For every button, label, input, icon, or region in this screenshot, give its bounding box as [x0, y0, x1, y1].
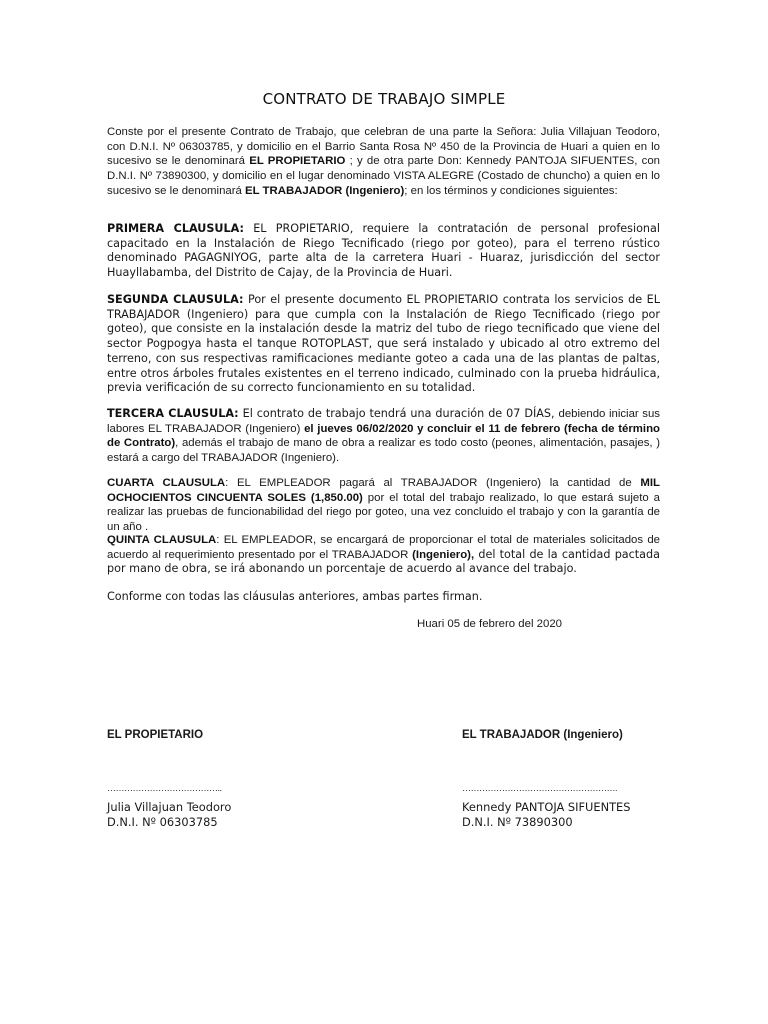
- primera-text: EL PROPIETARIO, requiere la contratación de personal profesional capacitado en la Instalación de Riego Tecnificado (riego por goteo), para el terreno rústico denominado PAGAGNIYOG, parte alta de la carretera Huari - Huaraz, jurisdicción del sector Huayllabamba, del Distrito de Cajay, de la Provincia de Huari.: [107, 222, 660, 280]
- intro-text-2: ; y de otra parte Don: Kennedy PANTOJA SIFUENTES, con D.N.I. Nº 73890300, y domicilio en el lugar denominado VISTA ALEGRE (Costado de chuncho) a quien en lo sucesivo se le denominará: [107, 155, 660, 197]
- intro-text-3: ; en los términos y condiciones siguientes:: [404, 184, 618, 197]
- tercera-text-3: , además el trabajo de mano de obra a realizar es todo costo (peones, alimentación, pasajes, ) estará a cargo del TRABAJADOR (Ingeniero).: [107, 437, 660, 465]
- cuarta-heading: CUARTA CLAUSULA: [107, 477, 226, 489]
- owner-signature-line: …………………………………..: [107, 783, 222, 793]
- intro-text-1: Conste por el presente Contrato de Trabajo, que celebran de una parte la Señora: Julia Villajuan Teodoro, con D.N.I. Nº 06303785, y domicilio en el Barrio Santa Rosa Nº 450 de la Provincia de Huari a quien en lo sucesivo se le denominará: [107, 126, 660, 168]
- segunda-heading: SEGUNDA CLAUSULA:: [107, 293, 244, 306]
- worker-signature-label: EL TRABAJADOR (Ingeniero): [462, 729, 623, 741]
- intro-paragraph: [107, 125, 660, 199]
- quinta-text-1: : EL EMPLEADOR, se encargará de proporcionar el total de materiales solicitados de acuerdo al requerimiento presentado por el TRABAJADOR: [107, 534, 660, 561]
- conforme-statement: Conforme con todas las cláusulas anteriores, ambas partes firman.: [107, 590, 483, 603]
- signing-date: Huari 05 de febrero del 2020: [417, 618, 563, 630]
- document-title: CONTRATO DE TRABAJO SIMPLE: [262, 90, 506, 108]
- worker-dni: D.N.I. Nº 73890300: [462, 815, 573, 829]
- quinta-clausula: [107, 533, 660, 577]
- segunda-text: Por el presente documento EL PROPIETARIO contrata los servicios de EL TRABAJADOR (Ingeniero) para que cumpla con la Instalación de Riego Tecnificado (riego por goteo), que consiste en la instalación desde la matriz del tubo de riego tecnificado que viene del sector Pogpogya hasta el tanque ROTOPLAST, que será instalado y ubicado al otro extremo del terreno, con sus respectivas ramificaciones mediante goteo a cada una de las plantas de paltas, entre otros árboles frutales existentes en el terreno indicado, culminado con la prueba hidráulica, previa verificación de su correcto funcionamiento en su totalidad.: [107, 293, 660, 395]
- owner-name: Julia Villajuan Teodoro: [107, 800, 232, 814]
- owner-dni: D.N.I. Nº 06303785: [107, 815, 218, 829]
- tercera-text-2: debiendo iniciar sus labores EL TRABAJADOR (Ingeniero): [107, 408, 660, 435]
- tercera-text-1: El contrato de trabajo tendrá una duración de 07 DÍAS,: [238, 407, 559, 420]
- cuarta-text-1: : EL EMPLEADOR pagará al TRABAJADOR (Ingeniero) la cantidad de: [225, 477, 641, 489]
- tercera-dates: el jueves 06/02/2020 y concluir el 11 de febrero (fecha de término de Contrato): [107, 422, 660, 450]
- tercera-heading: TERCERA CLAUSULA:: [107, 407, 239, 420]
- quinta-ingeniero: (Ingeniero),: [412, 548, 475, 561]
- tercera-clausula: [107, 407, 660, 466]
- cuarta-text-2: por el total del trabajo realizado, lo que estará sujeto a realizar las pruebas de funcionabilidad del riego por goteo, una vez concluido el trabajo y con la garantía de un año .: [107, 491, 660, 534]
- quinta-heading: QUINTA CLAUSULA: [107, 534, 217, 546]
- quinta-text-2: del total de la cantidad pactada por mano de obra, se irá abonando un porcentaje de acuerdo al avance del trabajo.: [107, 547, 660, 576]
- worker-name: Kennedy PANTOJA SIFUENTES: [462, 800, 631, 814]
- intro-owner-label: EL PROPIETARIO: [249, 155, 346, 168]
- worker-signature-line: ……………………………………………….: [462, 783, 618, 793]
- primera-heading: PRIMERA CLAUSULA:: [107, 222, 244, 235]
- primera-clausula: [107, 222, 660, 281]
- cuarta-amount: MIL OCHOCIENTOS CINCUENTA SOLES (1,850.00): [107, 477, 660, 504]
- segunda-clausula: [107, 293, 660, 396]
- owner-signature-label: EL PROPIETARIO: [107, 729, 204, 741]
- intro-worker-label: EL TRABAJADOR (Ingeniero): [245, 184, 405, 197]
- cuarta-clausula: [107, 476, 660, 535]
